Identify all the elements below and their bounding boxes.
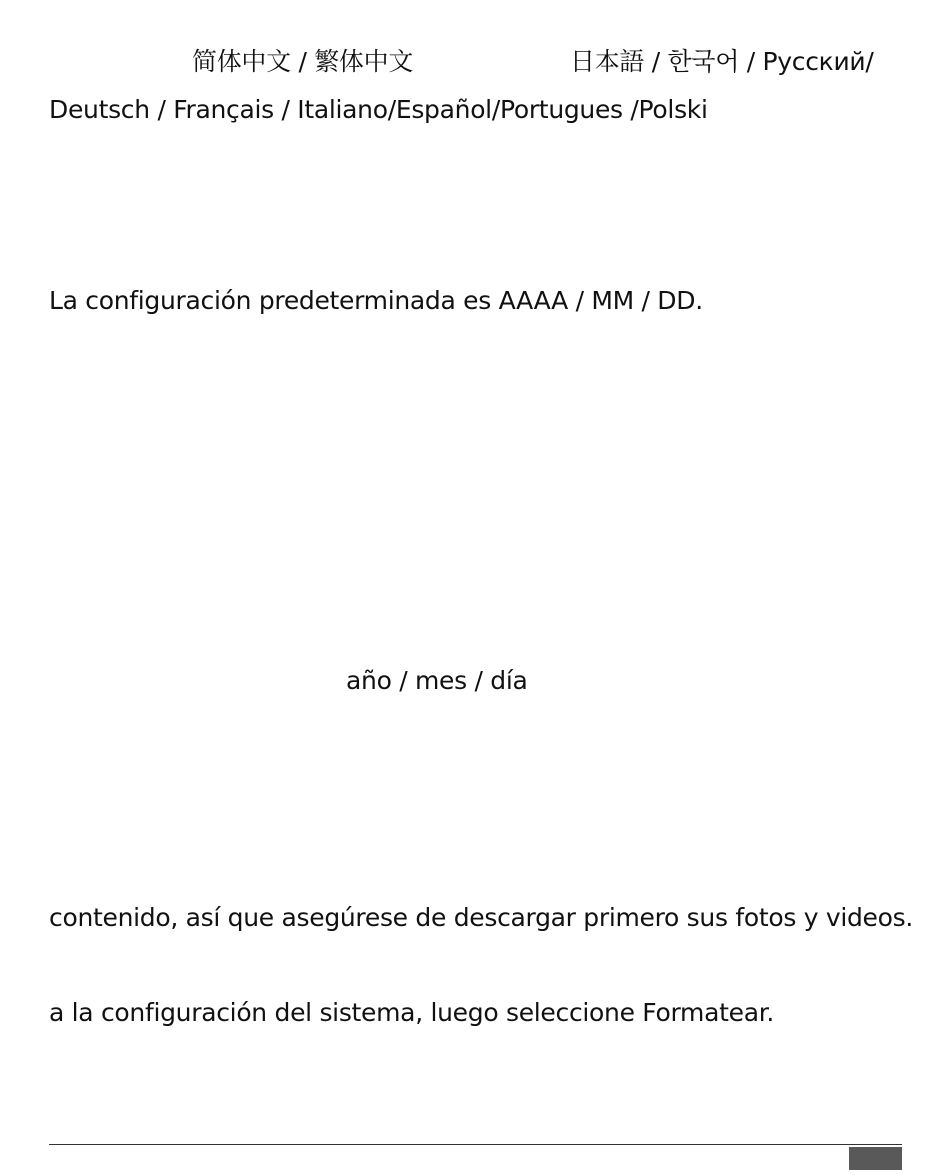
- page-number-tab: [849, 1147, 902, 1170]
- language-options-european: Deutsch / Français / Italiano/Español/Portugues /Polski: [49, 95, 708, 124]
- footer-divider: [49, 1144, 902, 1145]
- default-date-format-text: La configuración predeterminada es AAAA / MM / DD.: [49, 286, 703, 315]
- language-options-japanese-korean-russian: 日本語 / 한국어 / Русский/: [570, 47, 874, 76]
- format-instructions-text: a la configuración del sistema, luego seleccione Formatear.: [49, 998, 775, 1027]
- format-warning-text: contenido, así que asegúrese de descargar primero sus fotos y videos.: [49, 903, 913, 932]
- language-options-chinese: 简体中文 / 繁体中文: [192, 47, 414, 76]
- date-order-text: año / mes / día: [346, 666, 528, 695]
